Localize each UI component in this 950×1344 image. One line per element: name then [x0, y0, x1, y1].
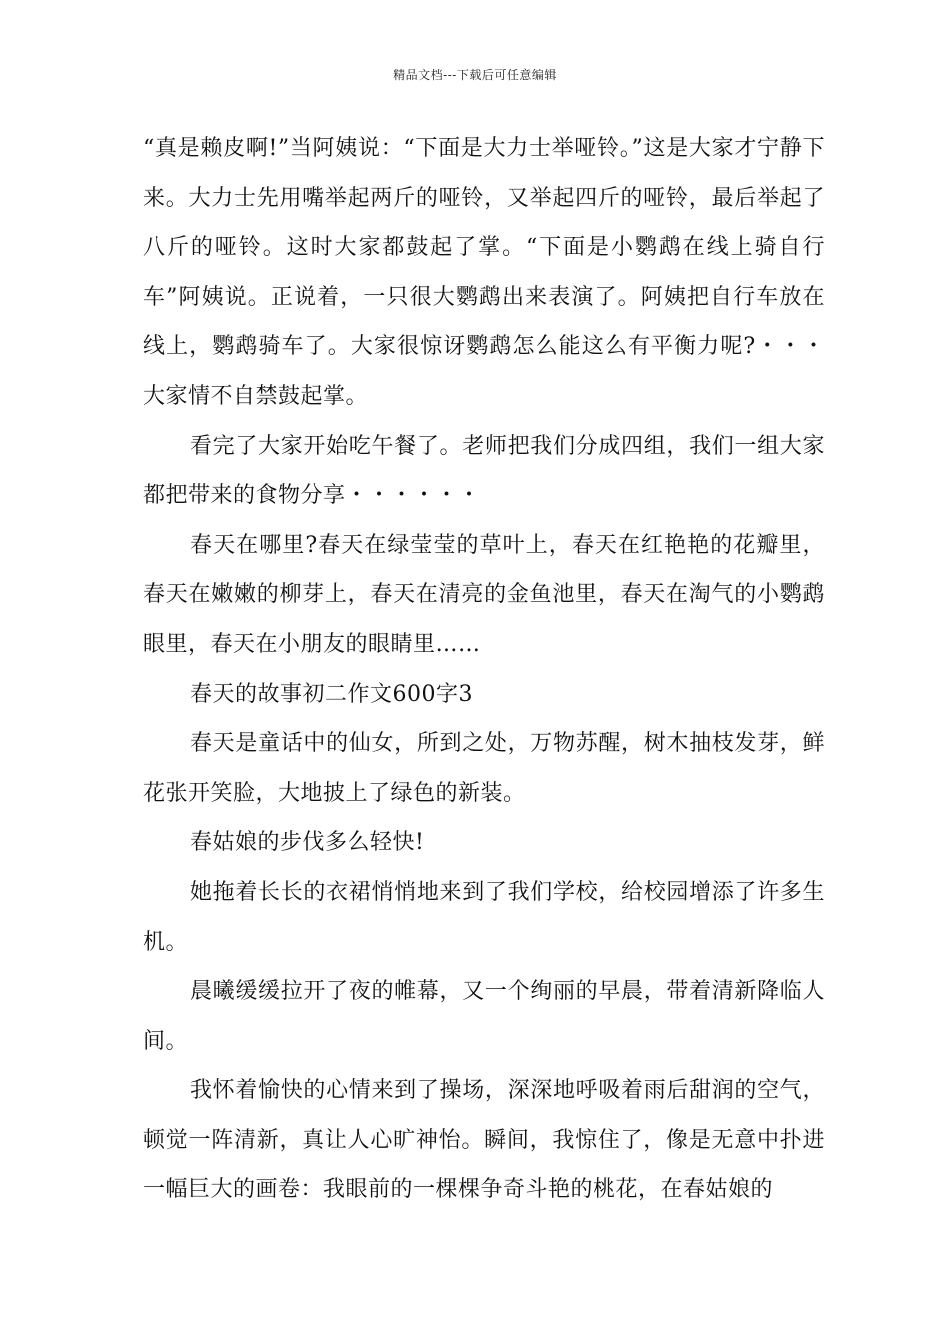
paragraph-8: 晨曦缓缓拉开了夜的帷幕，又一个绚丽的早晨，带着清新降临人间。: [143, 979, 825, 1054]
page-header: 精品文档---下载后可任意编辑: [393, 68, 557, 82]
paragraph-6: 春姑娘的步伐多么轻快!: [190, 830, 425, 856]
paragraph-9: 我怀着愉快的心情来到了操场，深深地呼吸着雨后甜润的空气，顿觉一阵清新，真让人心旷神怡。瞬间，我惊住了，像是无意中扑进一幅巨大的画卷：我眼前的一棵棵争奇斗艳的桃花，在春姑娘的: [143, 1078, 825, 1203]
paragraph-1: “真是赖皮啊!”当阿姨说：“下面是大力士举哑铃。”这是大家才宁静下来。大力士先用嘴举起两斤的哑铃，又举起四斤的哑铃，最后举起了八斤的哑铃。这时大家都鼓起了掌。“下面是小鹦鹉在线上骑自行车”阿姨说。正说着，一只很大鹦鹉出来表演了。阿姨把自行车放在线上，鹦鹉骑车了。大家很惊讶鹦鹉怎么能这么有平衡力呢?・・・大家情不自禁鼓起掌。: [143, 136, 825, 409]
paragraph-5: 春天是童话中的仙女，所到之处，万物苏醒，树木抽枝发芽，鲜花张开笑脸，大地披上了绿色的新装。: [143, 731, 825, 806]
document-body: [143, 124, 825, 1215]
paragraph-7: 她拖着长长的衣裙悄悄地来到了我们学校，给校园增添了许多生机。: [143, 879, 825, 955]
paragraph-2: 看完了大家开始吃午餐了。老师把我们分成四组，我们一组大家都把带来的食物分享・・・・・・: [143, 433, 825, 509]
section-title: 春天的故事初二作文600字3: [190, 681, 473, 707]
paragraph-3: 春天在哪里?春天在绿莹莹的草叶上，春天在红艳艳的花瓣里，春天在嫩嫩的柳芽上，春天在清亮的金鱼池里，春天在淘气的小鹦鹉眼里，春天在小朋友的眼睛里……: [143, 532, 825, 657]
